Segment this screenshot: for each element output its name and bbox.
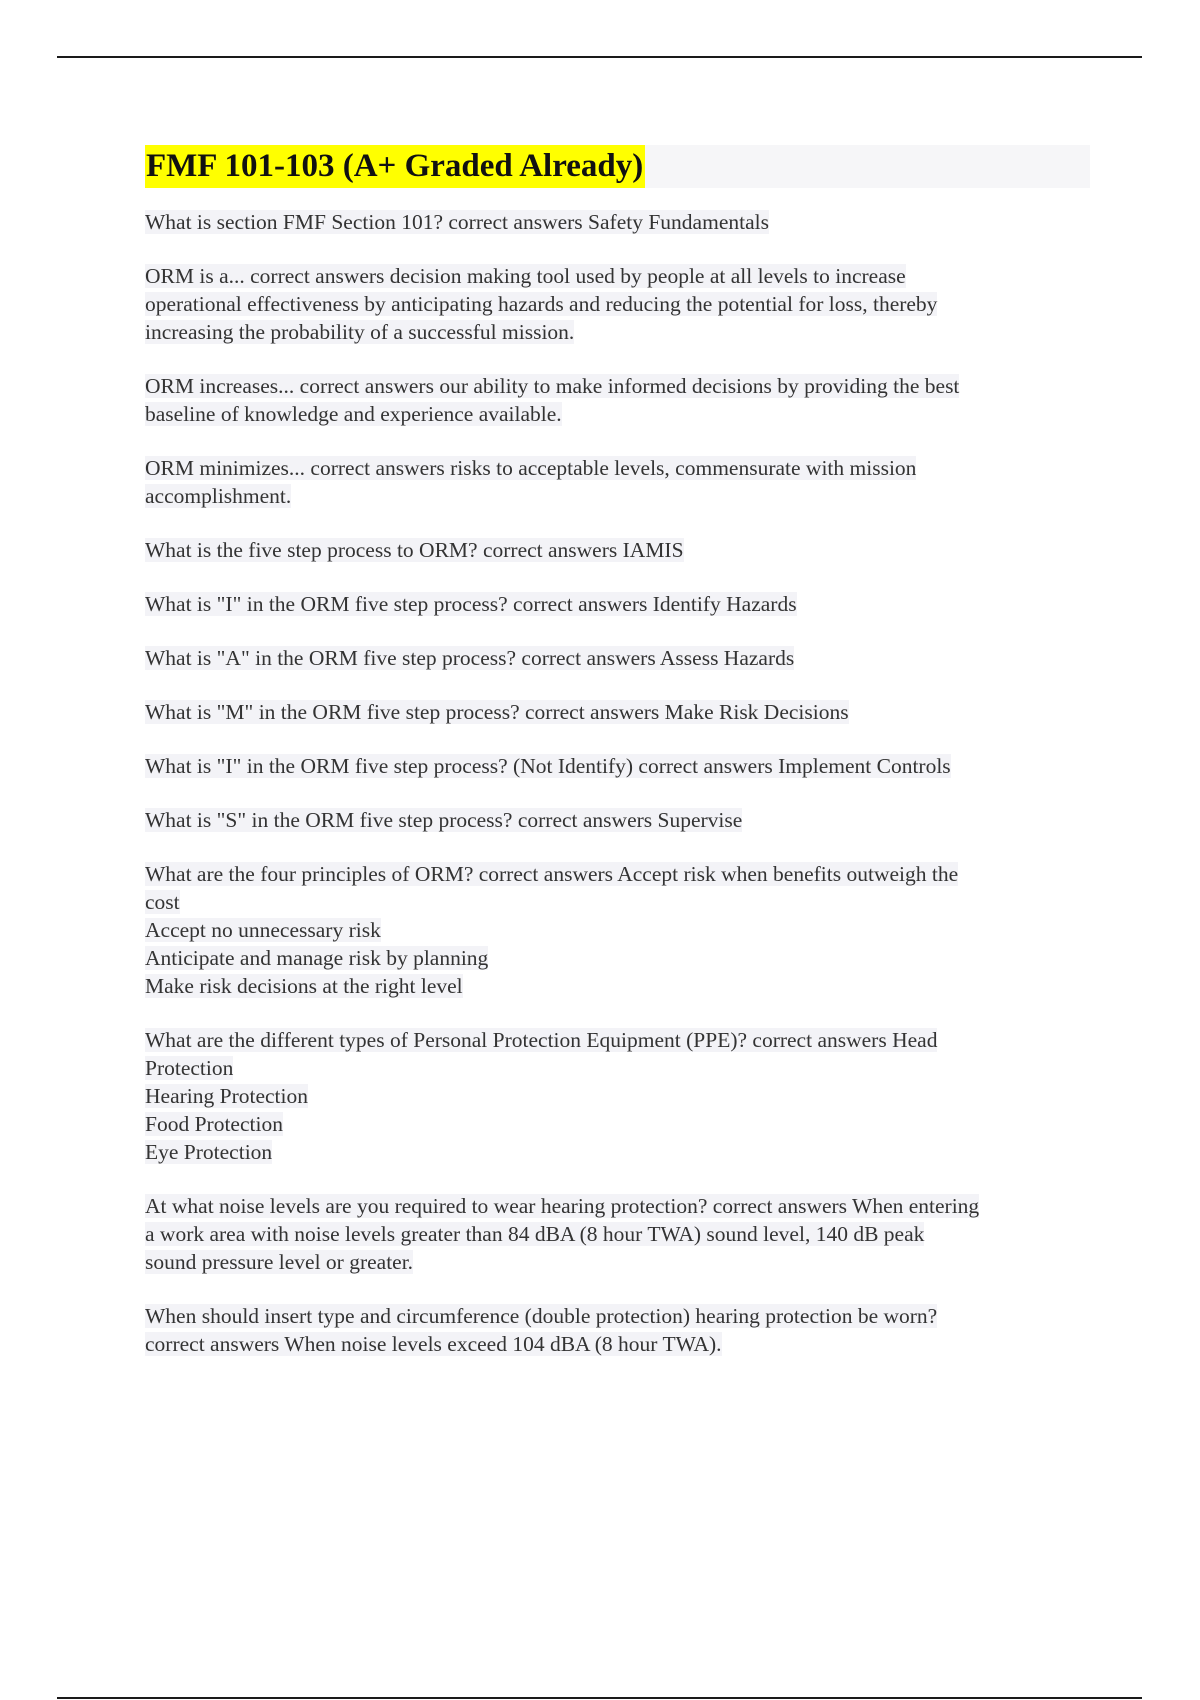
qa-line (145, 644, 1090, 672)
qa-line-text: What is "A" in the ORM five step process? correct answers Assess Hazards (145, 646, 795, 670)
qa-line-text: What is "I" in the ORM five step process? correct answers Identify Hazards (145, 592, 797, 616)
qa-entry (145, 1302, 1090, 1358)
qa-line-text: sound pressure level or greater. (145, 1250, 414, 1274)
document-title: FMF 101-103 (A+ Graded Already) (145, 145, 645, 188)
qa-entry (145, 208, 1090, 236)
qa-entry (145, 806, 1090, 834)
qa-line-text: At what noise levels are you required to wear hearing protection? correct answers When entering (145, 1194, 980, 1218)
document-body (145, 145, 1090, 1384)
qa-line-text: What are the four principles of ORM? correct answers Accept risk when benefits outweigh the (145, 862, 959, 886)
qa-line-text: When should insert type and circumference (double protection) hearing protection be worn? (145, 1304, 938, 1328)
qa-line-text: accomplishment. (145, 484, 292, 508)
qa-line (145, 290, 1090, 318)
qa-entry (145, 644, 1090, 672)
qa-line-text: ORM minimizes... correct answers risks to acceptable levels, commensurate with mission (145, 456, 917, 480)
qa-line-text: baseline of knowledge and experience available. (145, 402, 562, 426)
qa-line (145, 1220, 1090, 1248)
qa-line-text: Anticipate and manage risk by planning (145, 946, 489, 970)
qa-line-text: correct answers When noise levels exceed 104 dBA (8 hour TWA). (145, 1332, 722, 1356)
qa-line (145, 888, 1090, 916)
qa-entry (145, 454, 1090, 510)
qa-line-text: Food Protection (145, 1112, 283, 1136)
qa-line (145, 698, 1090, 726)
qa-line (145, 590, 1090, 618)
qa-entry (145, 536, 1090, 564)
qa-entry (145, 860, 1090, 1000)
bottom-rule (57, 1697, 1142, 1699)
qa-line (145, 1138, 1090, 1166)
qa-line-text: Hearing Protection (145, 1084, 308, 1108)
qa-line-text: What is "I" in the ORM five step process? (Not Identify) correct answers Implement Controls (145, 754, 951, 778)
qa-entry (145, 698, 1090, 726)
qa-line (145, 318, 1090, 346)
qa-line (145, 1302, 1090, 1330)
qa-line-text: Make risk decisions at the right level (145, 974, 463, 998)
qa-entry (145, 1192, 1090, 1276)
qa-entry (145, 752, 1090, 780)
qa-line-text: What is "S" in the ORM five step process? correct answers Supervise (145, 808, 743, 832)
qa-line-text: operational effectiveness by anticipating hazards and reducing the potential for loss, thereby (145, 292, 938, 316)
qa-line-text: What are the different types of Personal Protection Equipment (PPE)? correct answers Head (145, 1028, 938, 1052)
qa-line-text: increasing the probability of a successful mission. (145, 320, 575, 344)
title-bar (145, 145, 1090, 188)
qa-line-text: What is section FMF Section 101? correct answers Safety Fundamentals (145, 210, 769, 234)
qa-line (145, 944, 1090, 972)
qa-line (145, 972, 1090, 1000)
qa-line-text: cost (145, 890, 180, 914)
qa-entry (145, 372, 1090, 428)
qa-line-text: Eye Protection (145, 1140, 273, 1164)
qa-line (145, 752, 1090, 780)
qa-line-text: What is the five step process to ORM? correct answers IAMIS (145, 538, 684, 562)
qa-line (145, 482, 1090, 510)
qa-line-text: Accept no unnecessary risk (145, 918, 381, 942)
qa-line (145, 536, 1090, 564)
qa-line (145, 916, 1090, 944)
qa-line-text: Protection (145, 1056, 234, 1080)
qa-line (145, 860, 1090, 888)
qa-line (145, 806, 1090, 834)
qa-line (145, 1082, 1090, 1110)
qa-line (145, 1054, 1090, 1082)
qa-list (145, 208, 1090, 1358)
qa-line (145, 1026, 1090, 1054)
qa-line-text: a work area with noise levels greater than 84 dBA (8 hour TWA) sound level, 140 dB peak (145, 1222, 925, 1246)
qa-entry (145, 1026, 1090, 1166)
top-rule (57, 56, 1142, 58)
qa-entry (145, 590, 1090, 618)
qa-line (145, 1110, 1090, 1138)
qa-line (145, 1248, 1090, 1276)
qa-line (145, 1192, 1090, 1220)
qa-line-text: ORM is a... correct answers decision making tool used by people at all levels to increase (145, 264, 906, 288)
qa-line (145, 262, 1090, 290)
qa-line (145, 1330, 1090, 1358)
qa-line (145, 400, 1090, 428)
qa-entry (145, 262, 1090, 346)
qa-line (145, 454, 1090, 482)
qa-line (145, 372, 1090, 400)
qa-line-text: What is "M" in the ORM five step process? correct answers Make Risk Decisions (145, 700, 849, 724)
qa-line-text: ORM increases... correct answers our ability to make informed decisions by providing the best (145, 374, 960, 398)
qa-line (145, 208, 1090, 236)
